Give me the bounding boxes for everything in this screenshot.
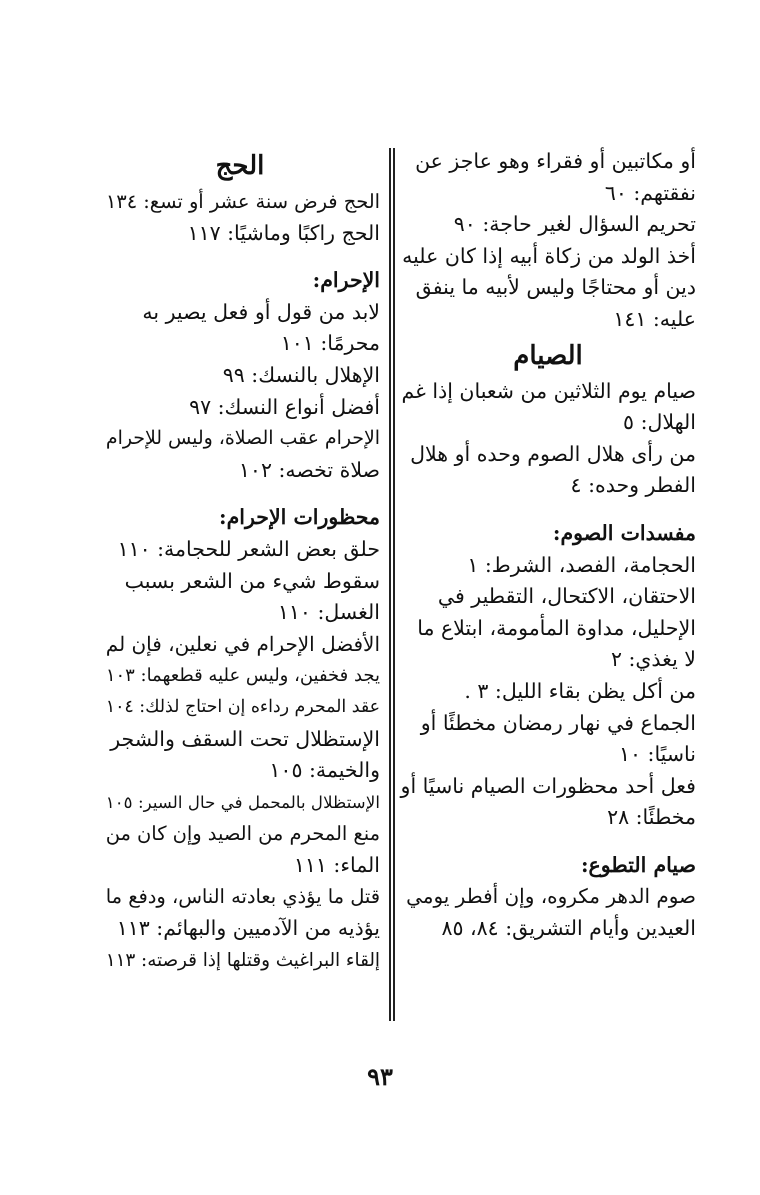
index-line: الحج راكبًا وماشيًا: ١١٧ — [187, 220, 380, 245]
right-column — [400, 146, 696, 945]
index-line: دين أو محتاجًا وليس لأبيه ما ينفق — [415, 275, 696, 300]
index-line: محرمًا: ١٠١ — [280, 331, 380, 356]
index-line: لابد من قول أو فعل يصير به — [142, 299, 380, 324]
index-line: الإستظلال تحت السقف والشجر — [110, 726, 380, 751]
index-line: الحجامة، الفصد، الشرط: ١ — [467, 552, 696, 577]
index-line: نفقتهم: ٦٠ — [604, 180, 696, 205]
index-line: مخطئًا: ٢٨ — [607, 805, 696, 830]
index-line: حلق بعض الشعر للحجامة: ١١٠ — [117, 536, 380, 561]
index-line: الإهلال بالنسك: ٩٩ — [222, 362, 380, 387]
spacer — [400, 834, 696, 850]
index-line: يؤذيه من الآدميين والبهائم: ١١٣ — [116, 916, 380, 941]
subheading-ihram: الإحرام: — [312, 268, 380, 293]
index-line: صوم الدهر مكروه، وإن أفطر يومي — [406, 884, 696, 909]
index-line: قتل ما يؤذي بعادته الناس، ودفع ما — [105, 885, 380, 909]
section-heading-hajj: الحج — [215, 151, 265, 181]
index-line: سقوط شيء من الشعر بسبب — [124, 568, 380, 593]
index-line: عليه: ١٤١ — [613, 306, 696, 331]
spacer — [400, 502, 696, 518]
index-line: الفطر وحده: ٤ — [570, 473, 696, 498]
index-line: أو مكاتبين أو فقراء وهو عاجز عن — [415, 149, 696, 173]
index-line: والخيمة: ١٠٥ — [269, 758, 380, 783]
index-line: لا يغذي: ٢ — [610, 647, 696, 672]
index-line: أفضل أنواع النسك: ٩٧ — [189, 394, 380, 419]
index-line: الماء: ١١١ — [293, 852, 380, 877]
index-line: صيام يوم الثلاثين من شعبان إذا غم — [401, 378, 696, 403]
column-separator — [393, 148, 395, 1021]
subheading-tatawwu: صيام التطوع: — [580, 852, 696, 877]
index-line: الإحرام عقب الصلاة، وليس للإحرام — [105, 427, 380, 450]
page-number: ٩٣ — [367, 1062, 393, 1091]
index-line: الغسل: ١١٠ — [277, 600, 380, 625]
index-line: إلقاء البراغيث وقتلها إذا قرصته: ١١٣ — [105, 949, 380, 971]
index-line: منع المحرم من الصيد وإن كان من — [105, 822, 380, 846]
index-line: الهلال: ٥ — [623, 410, 696, 435]
index-line: الإستظلال بالمحمل في حال السير: ١٠٥ — [105, 791, 380, 812]
index-line: الحج فرض سنة عشر أو تسع: ١٣٤ — [105, 190, 380, 213]
section-heading-siyam: الصيام — [513, 340, 583, 371]
index-line: من أكل يظن بقاء الليل: ٣ . — [464, 678, 696, 703]
index-line: الاحتقان، الاكتحال، التقطير في — [437, 584, 696, 609]
index-line: فعل أحد محظورات الصيام ناسيًا أو — [400, 773, 696, 798]
spacer — [100, 249, 380, 265]
spacer — [100, 486, 380, 502]
index-line: أخذ الولد من زكاة أبيه إذا كان عليه — [402, 243, 696, 268]
index-line: الإحليل، مداوة المأمومة، ابتلاع ما — [417, 615, 696, 640]
subheading-mufsidat: مفسدات الصوم: — [552, 520, 696, 545]
index-line: العيدين وأيام التشريق: ٨٤، ٨٥ — [441, 916, 696, 941]
index-line: الأفضل الإحرام في نعلين، فإن لم — [105, 631, 380, 656]
column-separator — [389, 148, 391, 1021]
index-line: عقد المحرم رداءه إن احتاج لذلك: ١٠٤ — [105, 696, 380, 717]
subheading-mahzurat: محظورات الإحرام: — [219, 505, 380, 530]
index-line: صلاة تخصه: ١٠٢ — [238, 457, 380, 482]
index-line: الجماع في نهار رمضان مخطئًا أو — [420, 710, 696, 735]
index-line: تحريم السؤال لغير حاجة: ٩٠ — [453, 212, 696, 237]
left-column — [100, 146, 380, 976]
index-line: ناسيًا: ١٠ — [618, 742, 696, 767]
index-line: يجد فخفين، وليس عليه قطعهما: ١٠٣ — [105, 665, 380, 687]
index-line: من رأى هلال الصوم وحده أو هلال — [410, 441, 696, 466]
